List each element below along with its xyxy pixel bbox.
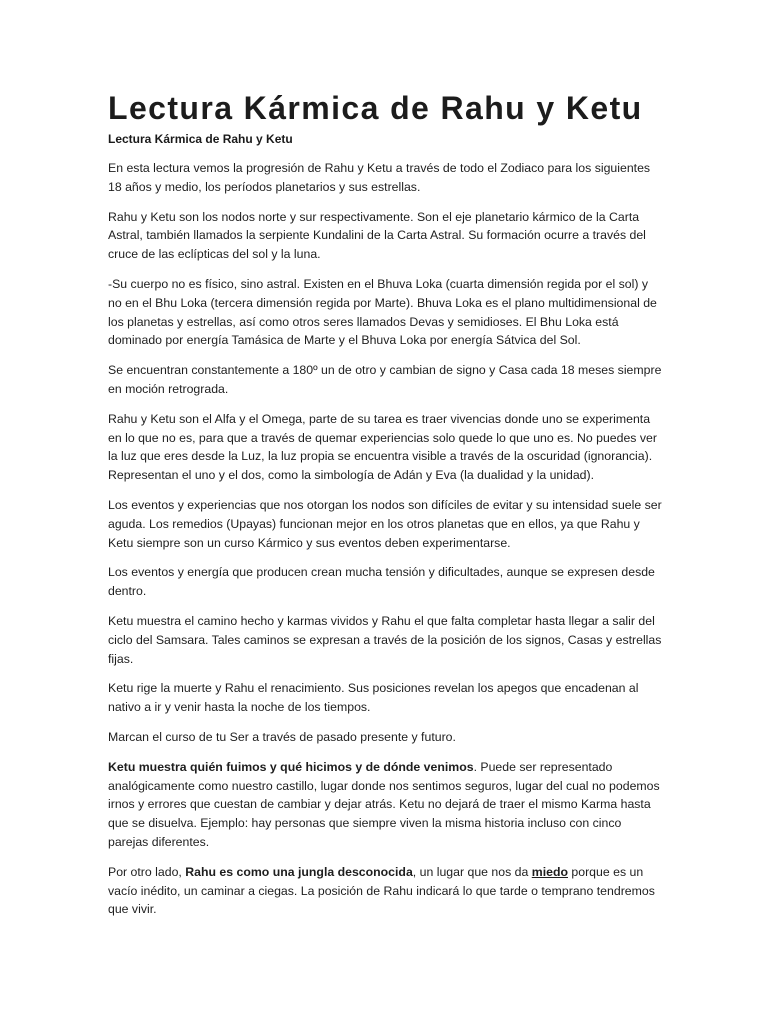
paragraph-4: Se encuentran constantemente a 180º un de otro y cambian de signo y Casa cada 18 meses siempre en moción retrograda. [108,363,662,396]
paragraph-12-underline: miedo [531,864,568,879]
document-body [108,86,664,930]
paragraph-11-bold: Ketu muestra quién fuimos y qué hicimos y de dónde venimos [108,759,474,774]
paragraph-1: En esta lectura vemos la progresión de Rahu y Ketu a través de todo el Zodiaco para los siguientes 18 años y medio, los períodos planetarios y sus estrellas. [108,161,651,194]
paragraph-12 [108,863,664,919]
paragraph-8: Ketu muestra el camino hecho y karmas vividos y Rahu el que falta completar hasta llegar a salir del ciclo del Samsara. Tales caminos se expresan a través de la posición de los signos, Casas y estrellas fijas. [108,613,662,666]
paragraph-6: Los eventos y experiencias que nos otorgan los nodos son difíciles de evitar y su intensidad suele ser aguda. Los remedios (Upayas) funcionan mejor en los otros planetas que en ellos, ya que Rahu y Ketu siempre son un curso Kármico y sus eventos deben experimentarse. [108,497,662,550]
paragraph-12-bold: Rahu es como una jungla desconocida [185,864,413,879]
paragraph-9: Ketu rige la muerte y Rahu el renacimiento. Sus posiciones revelan los apegos que encadenan al nativo a ir y venir hasta la noche de los tiempos. [108,681,639,715]
paragraph-2: Rahu y Ketu son los nodos norte y sur respectivamente. Son el eje planetario kármico de la Carta Astral, también llamados la serpiente Kundalini de la Carta Astral. Su formación ocurre a través del cruce de las eclípticas del sol y la luna. [108,209,646,262]
document-subtitle: Lectura Kármica de Rahu y Ketu [108,132,293,146]
paragraph-12-text-b: , un lugar que nos da [412,864,532,879]
document-title: Lectura Kármica de Rahu y Ketu [108,90,643,126]
paragraph-12-text-c: porque es un vacío inédito, un caminar a ciegas. La posición de Rahu indicará lo que tarde o temprano tendremos que vivir. [108,864,655,917]
paragraph-3: -Su cuerpo no es físico, sino astral. Existen en el Bhuva Loka (cuarta dimensión regida por el sol) y no en el Bhu Loka (tercera dimensión regida por Marte). Bhuva Loka es el plano multidimensional de los planetas y estrellas, así como otros seres llamados Devas y semidioses. El Bhu Loka está dominado por energía Tamásica de Marte y el Bhuva Loka por energía Sátvica del Sol. [108,276,657,348]
paragraph-5: Rahu y Ketu son el Alfa y el Omega, parte de su tarea es traer vivencias donde uno se experimenta en lo que no es, para que a través de quemar experiencias solo quede lo que uno es. No puedes ver la luz que eres desde la Luz, la luz propia se encuentra visible a través de la oscuridad (ignorancia). Representan el uno y el dos, como la simbología de Adán y Eva (la dualidad y la unidad). [108,411,657,483]
paragraph-10: Marcan el curso de tu Ser a través de pasado presente y futuro. [108,729,456,744]
paragraph-11 [108,758,664,852]
paragraph-11-text: . Puede ser representado analógicamente como nuestro castillo, lugar donde nos sentimos seguros, lugar del cual no podemos irnos y errores que cuestan de cambiar y dejar atrás. Ketu no dejará de traer el mismo Karma hasta que se disuelva. Ejemplo: hay personas que siempre viven la misma historia incluso con cinco parejas diferentes. [108,759,660,849]
paragraph-12-text-a: Por otro lado, [108,864,186,879]
paragraph-7: Los eventos y energía que producen crean mucha tensión y dificultades, aunque se expresen desde dentro. [108,565,655,599]
